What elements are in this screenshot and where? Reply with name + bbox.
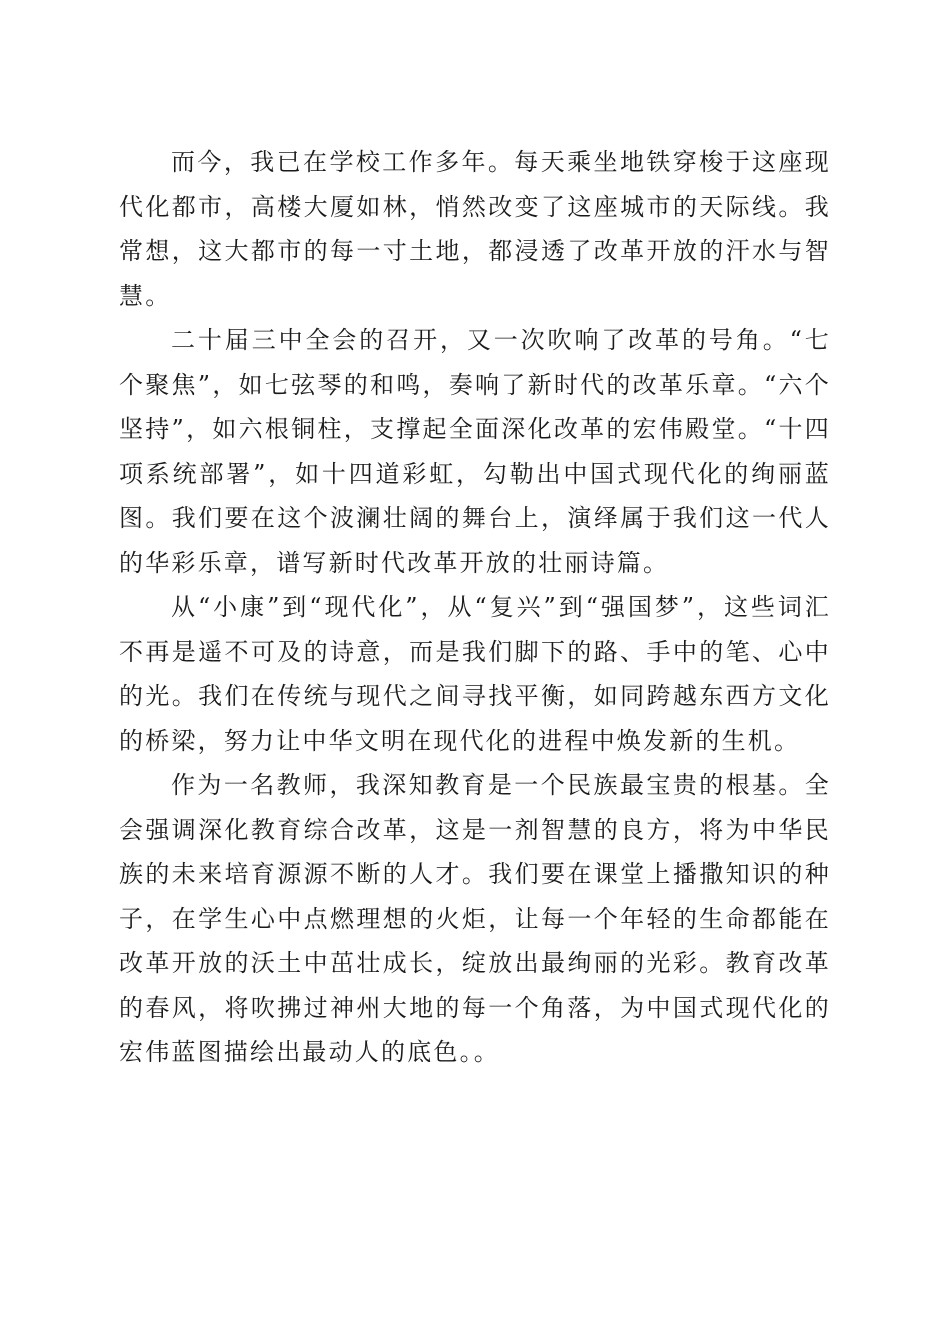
paragraph-3: 从“小康”到“现代化”，从“复兴”到“强国梦”，这些词汇不再是遥不可及的诗意，而是我们脚下的路、手中的笔、心中的光。我们在传统与现代之间寻找平衡，如同跨越东西方文化的桥梁，努力让中华文明在现代化的进程中焕发新的生机。 — [119, 593, 831, 755]
paragraph-2: 二十届三中全会的召开，又一次吹响了改革的号角。“七个聚焦”，如七弦琴的和鸣，奏响了新时代的改革乐章。“六个坚持”，如六根铜柱，支撑起全面深化改革的宏伟殿堂。“十四项系统部署”，如十四道彩虹，勾勒出中国式现代化的绚丽蓝图。我们要在这个波澜壮阔的舞台上，演绎属于我们这一代人的华彩乐章，谱写新时代改革开放的壮丽诗篇。 — [119, 326, 831, 577]
document-body — [119, 140, 831, 1075]
paragraph-1: 而今，我已在学校工作多年。每天乘坐地铁穿梭于这座现代化都市，高楼大厦如林，悄然改变了这座城市的天际线。我常想，这大都市的每一寸土地，都浸透了改革开放的汗水与智慧。 — [119, 148, 831, 310]
paragraph-4: 作为一名教师，我深知教育是一个民族最宝贵的根基。全会强调深化教育综合改革，这是一剂智慧的良方，将为中华民族的未来培育源源不断的人才。我们要在课堂上播撒知识的种子，在学生心中点燃理想的火炬，让每一个年轻的生命都能在改革开放的沃土中茁壮成长，绽放出最绚丽的光彩。教育改革的春风，将吹拂过神州大地的每一个角落，为中国式现代化的宏伟蓝图描绘出最动人的底色。。 — [119, 771, 831, 1066]
